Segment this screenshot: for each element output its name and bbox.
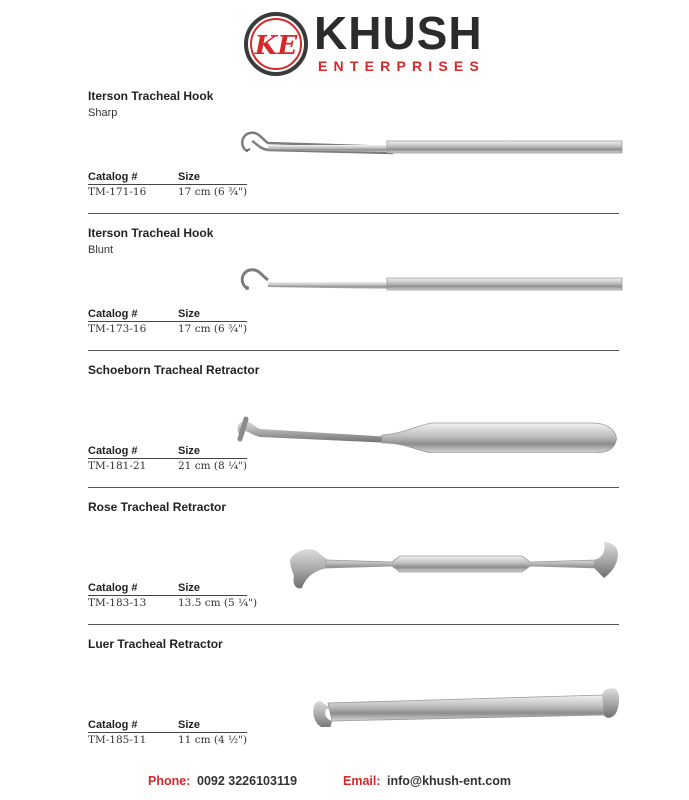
size-header: Size: [178, 719, 201, 731]
catalog-number: TM-181-21: [88, 460, 147, 472]
footer: [0, 774, 689, 794]
header-rule: [88, 595, 247, 596]
catalog-header: Catalog #: [88, 582, 138, 594]
catalog-number: TM-173-16: [88, 323, 147, 335]
logo-initials: KE: [254, 31, 298, 61]
size-value: 11 cm (4 ½"): [178, 734, 248, 746]
product-section: [0, 363, 689, 500]
catalog-number: TM-183-13: [88, 597, 147, 609]
catalog-header: Catalog #: [88, 308, 138, 320]
header-rule: [88, 184, 247, 185]
size-value: 17 cm (6 ¾"): [178, 186, 248, 198]
size-value: 21 cm (8 ¼"): [178, 460, 248, 472]
product-title: Iterson Tracheal Hook: [88, 226, 214, 240]
product-title: Luer Tracheal Retractor: [88, 637, 223, 651]
size-header: Size: [178, 582, 201, 594]
catalog-header: Catalog #: [88, 719, 138, 731]
header-rule: [88, 321, 247, 322]
size-value: 17 cm (6 ¾"): [178, 323, 248, 335]
section-divider: [88, 350, 619, 351]
size-header: Size: [178, 308, 201, 320]
size-value: 13.5 cm (5 ¼"): [178, 597, 258, 609]
rose-retractor-icon: [232, 520, 624, 590]
brand-name: KHUSH: [314, 7, 483, 59]
product-section: [0, 89, 689, 226]
size-header: Size: [178, 171, 201, 183]
schoeborn-retractor-icon: [232, 383, 624, 453]
product-subtitle: Blunt: [88, 244, 114, 256]
catalog-header: Catalog #: [88, 445, 138, 457]
brand-tagline: ENTERPRISES: [318, 58, 485, 74]
product-section: [0, 226, 689, 363]
section-divider: [88, 624, 619, 625]
luer-retractor-icon: [232, 657, 624, 727]
email-value[interactable]: info@khush-ent.com: [387, 774, 511, 788]
product-subtitle: Sharp: [88, 107, 118, 119]
header-rule: [88, 458, 247, 459]
product-section: [0, 500, 689, 637]
catalog-header: Catalog #: [88, 171, 138, 183]
product-section: [0, 637, 689, 774]
phone-value[interactable]: 0092 3226103119: [197, 774, 298, 788]
catalog-number: TM-171-16: [88, 186, 147, 198]
catalog-number: TM-185-11: [88, 734, 147, 746]
blunt-hook-instrument-icon: [232, 246, 624, 316]
section-divider: [88, 487, 619, 488]
header: [0, 0, 689, 80]
product-title: Rose Tracheal Retractor: [88, 500, 227, 514]
brand-logo-icon: [244, 12, 308, 76]
phone-label: Phone:: [148, 774, 191, 788]
header-rule: [88, 732, 247, 733]
product-title: Schoeborn Tracheal Retractor: [88, 363, 260, 377]
size-header: Size: [178, 445, 201, 457]
product-title: Iterson Tracheal Hook: [88, 89, 214, 103]
email-label: Email:: [343, 774, 381, 788]
section-divider: [88, 213, 619, 214]
sharp-hook-instrument-icon: [232, 109, 624, 179]
